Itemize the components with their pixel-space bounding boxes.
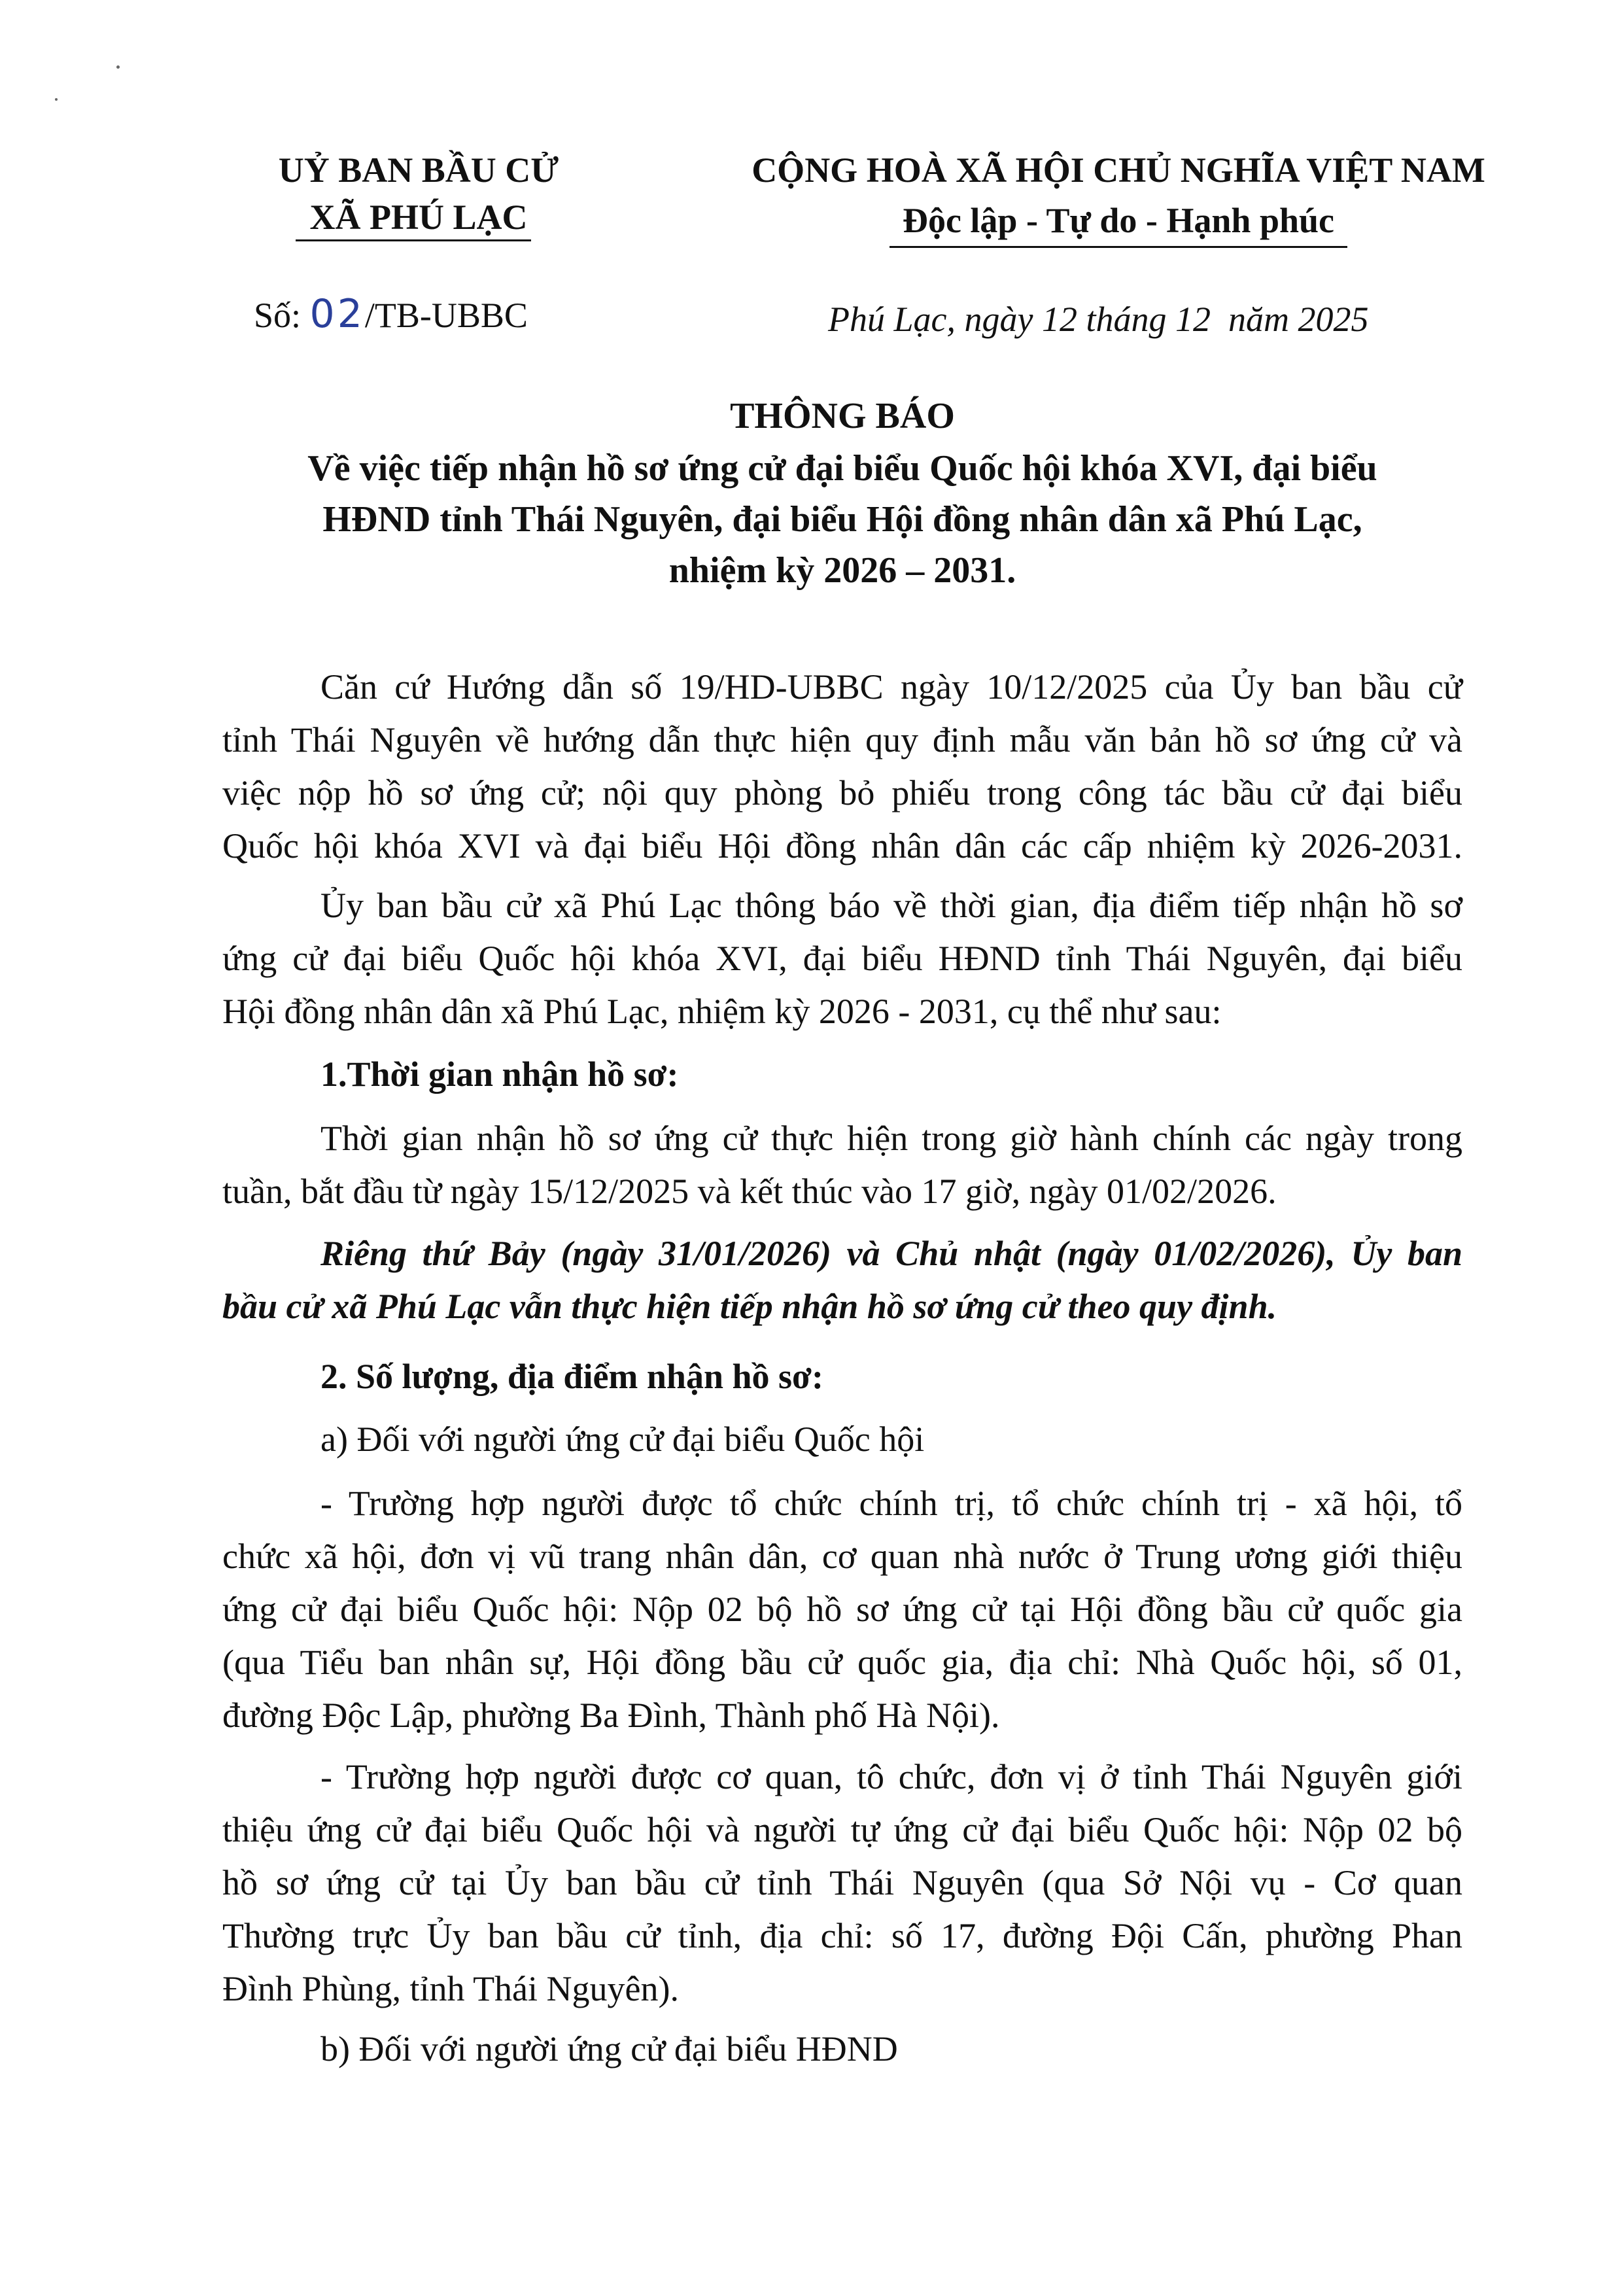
- motto-underline: [890, 246, 1347, 248]
- section-2b-heading: b) Đối với người ứng cử đại biểu HĐND: [320, 2029, 898, 2069]
- paragraph-line: - Trường hợp người được cơ quan, tô chức, đơn vị ở tỉnh Thái Nguyên giới: [320, 1757, 1462, 1796]
- paragraph-line: (qua Tiểu ban nhân sự, Hội đồng bầu cử quốc gia, địa chỉ: Nhà Quốc hội, số 01,: [222, 1643, 1462, 1682]
- paragraph-line: tuần, bắt đầu từ ngày 15/12/2025 và kết thúc vào 17 giờ, ngày 01/02/2026.: [222, 1172, 1277, 1211]
- title-subject-line-2: HĐND tỉnh Thái Nguyên, đại biểu Hội đồng nhân dân xã Phú Lạc,: [322, 499, 1362, 540]
- section-2-heading: 2. Số lượng, địa điểm nhận hồ sơ:: [320, 1357, 823, 1396]
- agency-line-2: XÃ PHÚ LẠC: [309, 198, 528, 237]
- section-1-heading: 1.Thời gian nhận hồ sơ:: [320, 1055, 679, 1094]
- issuing-agency-sub: [222, 196, 615, 238]
- paragraph-line: bầu cử xã Phú Lạc vẫn thực hiện tiếp nhận hồ sơ ứng cử theo quy định.: [222, 1287, 1277, 1326]
- paragraph-line: Thời gian nhận hồ sơ ứng cử thực hiện trong giờ hành chính các ngày trong: [320, 1119, 1462, 1158]
- paragraph-line: hồ sơ ứng cử tại Ủy ban bầu cử tỉnh Thái Nguyên (qua Sở Nội vụ - Cơ quan: [222, 1863, 1462, 1902]
- document-title: THÔNG BÁO: [730, 396, 955, 436]
- section-2a-heading: a) Đối với người ứng cử đại biểu Quốc hội: [320, 1420, 925, 1459]
- paragraph-line: tỉnh Thái Nguyên về hướng dẫn thực hiện quy định mẫu văn bản hồ sơ ứng cử và: [222, 720, 1462, 759]
- agency-underline: [296, 239, 531, 241]
- scan-speck: [55, 98, 58, 101]
- paragraph-line: Hội đồng nhân dân xã Phú Lạc, nhiệm kỳ 2026 - 2031, cụ thể như sau:: [222, 992, 1222, 1031]
- scan-speck: [116, 65, 120, 69]
- issuing-agency: [222, 149, 615, 191]
- paragraph-national-assembly-province: [222, 1751, 1462, 2016]
- paragraph-line: Căn cứ Hướng dẫn số 19/HD-UBBC ngày 10/12/2025 của Ủy ban bầu cử: [320, 667, 1462, 707]
- paragraph-line: đường Độc Lập, phường Ba Đình, Thành phố Hà Nội).: [222, 1696, 1000, 1735]
- paragraph-line: Quốc hội khóa XVI và đại biểu Hội đồng nhân dân các cấp nhiệm kỳ 2026-2031.: [222, 826, 1462, 865]
- doc-number-prefix: Số:: [254, 296, 302, 335]
- national-title: [733, 149, 1504, 191]
- paragraph-weekend-note: [222, 1227, 1462, 1333]
- doc-number-suffix: /TB-UBBC: [364, 296, 528, 335]
- document-number: [254, 293, 528, 336]
- paragraph-time: [222, 1112, 1462, 1218]
- paragraph-line: ứng cử đại biểu Quốc hội: Nộp 02 bộ hồ sơ ứng cử tại Hội đồng bầu cử quốc gia: [222, 1590, 1462, 1629]
- paragraph-announcement: [222, 879, 1462, 1038]
- paragraph-line: Riêng thứ Bảy (ngày 31/01/2026) và Chủ nhật (ngày 01/02/2026), Ủy ban: [320, 1234, 1462, 1273]
- paragraph-line: việc nộp hồ sơ ứng cử; nội quy phòng bỏ phiếu trong công tác bầu cử đại biểu: [222, 773, 1462, 812]
- title-subject-line-3: nhiệm kỳ 2026 – 2031.: [668, 550, 1016, 591]
- agency-line-1: UỶ BAN BẦU CỬ: [278, 150, 559, 190]
- paragraph-line: chức xã hội, đơn vị vũ trang nhân dân, cơ quan nhà nước ở Trung ương giới thiệu: [222, 1537, 1462, 1576]
- document-date: Phú Lạc, ngày 12 tháng 12 năm 2025: [828, 300, 1369, 339]
- paragraph-national-assembly-central: [222, 1477, 1462, 1742]
- paragraph-line: Đình Phùng, tỉnh Thái Nguyên).: [222, 1969, 679, 2008]
- paragraph-line: ứng cử đại biểu Quốc hội khóa XVI, đại biểu HĐND tỉnh Thái Nguyên, đại biểu: [222, 939, 1462, 978]
- national-motto: Độc lập - Tự do - Hạnh phúc: [902, 201, 1335, 240]
- paragraph-line: - Trường hợp người được tổ chức chính trị, tổ chức chính trị - xã hội, tổ: [320, 1484, 1462, 1523]
- national-motto-wrap: [733, 200, 1504, 241]
- paragraph-legal-basis: [222, 661, 1462, 873]
- paragraph-line: Ủy ban bầu cử xã Phú Lạc thông báo về thời gian, địa điểm tiếp nhận hồ sơ: [320, 886, 1462, 925]
- national-name: CỘNG HOÀ XÃ HỘI CHỦ NGHĨA VIỆT NAM: [752, 150, 1485, 190]
- doc-number-handwritten: 02: [309, 291, 365, 337]
- paragraph-line: thiệu ứng cử đại biểu Quốc hội và người tự ứng cử đại biểu Quốc hội: Nộp 02 bộ: [222, 1810, 1462, 1849]
- paragraph-line: Thường trực Ủy ban bầu cử tỉnh, địa chỉ: số 17, đường Đội Cấn, phường Phan: [222, 1916, 1462, 1955]
- title-subject-line-1: Về việc tiếp nhận hồ sơ ứng cử đại biểu Quốc hội khóa XVI, đại biểu: [307, 448, 1377, 489]
